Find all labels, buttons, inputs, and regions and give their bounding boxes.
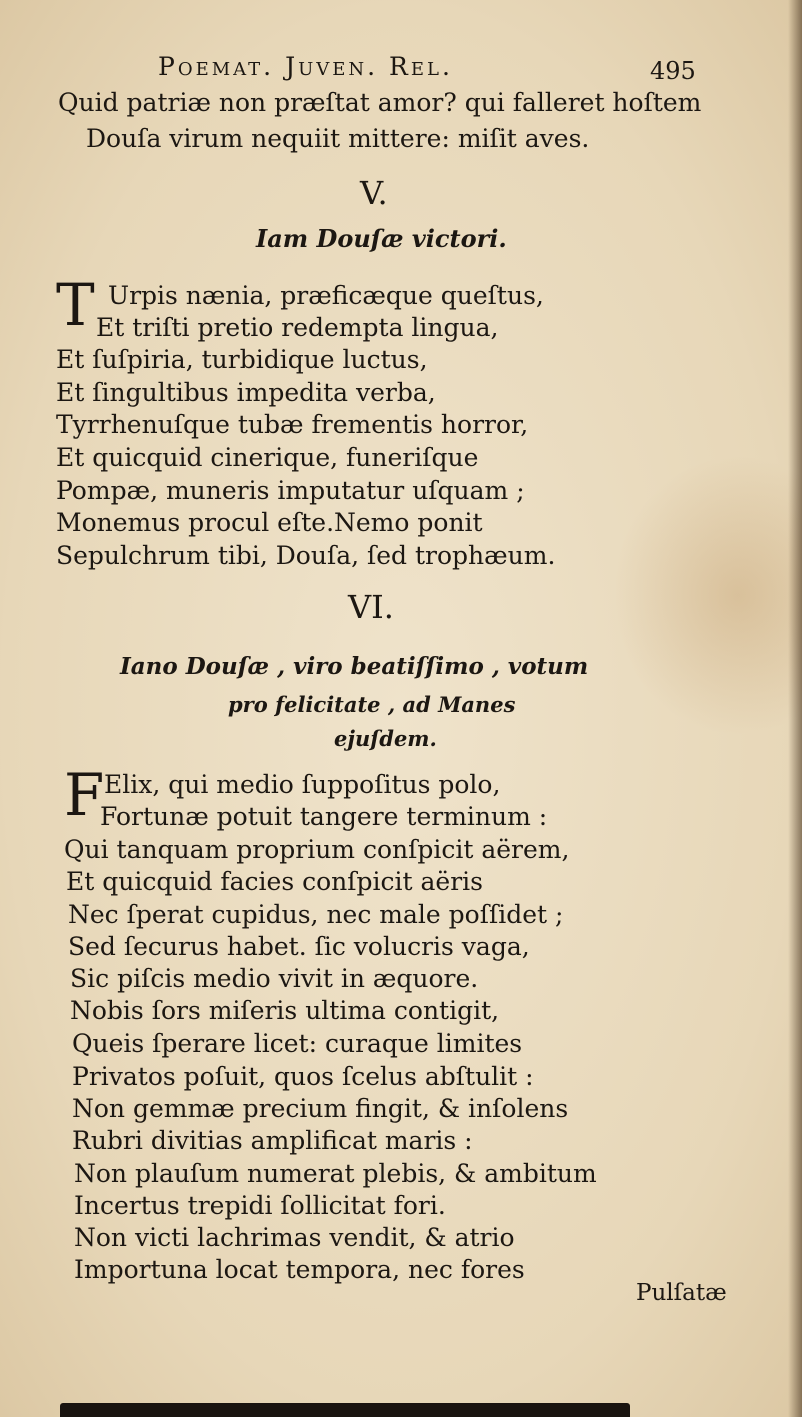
text-line: Non plauſum numerat plebis, & ambitum <box>74 1159 597 1188</box>
text-line: Nec ſperat cupidus, nec male poſſidet ; <box>68 900 564 929</box>
poem-title: Iam Douſæ victori. <box>256 224 507 253</box>
text-line: Importuna locat tempora, nec fores <box>74 1255 525 1284</box>
text-line: Non victi lachrimas vendit, & atrio <box>74 1223 515 1252</box>
text-line: Sed ſecurus habet. ſic volucris vaga, <box>68 932 530 961</box>
text-line: Monemus procul eſte.Nemo ponit <box>56 508 483 537</box>
text-line: Douſa virum nequiit mittere: miſit aves. <box>86 124 590 153</box>
text-line: Et ſingultibus impedita verba, <box>56 378 436 407</box>
page-edge-shadow <box>788 0 802 1417</box>
poem-title-line: pro felicitate , ad Manes <box>228 692 516 717</box>
text-line: Et quicquid cinerique, funeriſque <box>56 443 479 472</box>
running-title: Poemat. Juven. Rel. <box>158 52 453 81</box>
text-line: Fortunæ potuit tangere terminum : <box>100 802 548 831</box>
text-line: Et triſti pretio redempta lingua, <box>96 313 499 342</box>
text-line: Pompæ, muneris imputatur uſquam ; <box>56 476 525 505</box>
poem-title-line: ejuſdem. <box>334 726 437 751</box>
section-numeral: V. <box>360 174 388 212</box>
page-bottom-shadow <box>60 1403 630 1417</box>
text-line: Queis ſperare licet: curaque limites <box>72 1029 523 1058</box>
text-line: Qui tanquam proprium conſpicit aërem, <box>64 835 570 864</box>
text-line: Et ſuſpiria, turbidique luctus, <box>56 345 428 374</box>
text-line: Elix, qui medio ſuppoſitus polo, <box>104 770 501 799</box>
text-line: Sic piſcis medio vivit in æquore. <box>70 964 479 993</box>
text-line: Incertus trepidi ſollicitat fori. <box>74 1191 446 1220</box>
section-numeral: VI. <box>348 588 394 626</box>
text-line: Urpis nænia, præficæque queſtus, <box>108 281 544 310</box>
drop-cap: T <box>56 271 95 339</box>
poem-title-line: Iano Douſæ , viro beatiſſimo , votum <box>120 653 589 680</box>
catchword: Pulſatæ <box>636 1280 727 1306</box>
text-line: Non gemmæ precium fingit, & inſolens <box>72 1094 569 1123</box>
drop-cap: F <box>64 761 105 829</box>
text-line: Nobis ſors miſeris ultima contigit, <box>70 996 500 1025</box>
text-line: Rubri divitias amplificat maris : <box>72 1126 473 1155</box>
text-line: Tyrrhenuſque tubæ frementis horror, <box>56 410 529 439</box>
page-number: 495 <box>650 57 696 85</box>
text-line: Privatos poſuit, quos ſcelus abſtulit : <box>72 1062 534 1091</box>
text-line: Et quicquid facies conſpicit aëris <box>66 867 483 896</box>
text-line: Quid patriæ non præſtat amor? qui falleret hoſtem <box>58 88 702 117</box>
text-line: Sepulchrum tibi, Douſa, ſed trophæum. <box>56 541 556 570</box>
